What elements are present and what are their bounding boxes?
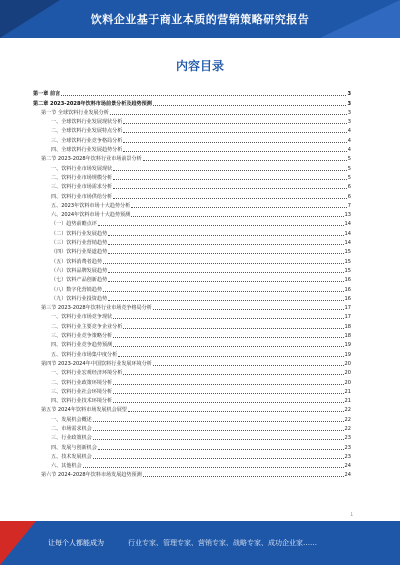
toc-entry-page: 19 [344, 342, 351, 349]
footer-slogan: 让每个人都能成为 [48, 539, 104, 547]
toc-entry-page: 17 [344, 305, 351, 312]
toc-leader-dots [108, 300, 343, 301]
toc-entry-page: 16 [344, 295, 351, 302]
toc-leader-dots [83, 467, 344, 468]
toc-entry-label: 三、行业政策机会 [51, 435, 92, 442]
toc-entry-page: 23 [344, 444, 351, 451]
toc-entry[interactable] [33, 172, 351, 181]
toc-entry[interactable] [33, 320, 351, 329]
toc-entry-page: 7 [347, 202, 351, 209]
toc-entry[interactable] [33, 404, 351, 413]
toc-entry-label: 三、全球饮料行业竞争格局分析 [51, 137, 123, 144]
toc-leader-dots [118, 356, 343, 357]
toc-leader-dots [123, 123, 346, 124]
toc-leader-dots [153, 365, 344, 366]
toc-entry[interactable] [33, 116, 351, 125]
toc-entry[interactable] [33, 209, 351, 218]
footer-red-accent [0, 521, 36, 565]
toc-entry[interactable] [33, 283, 351, 292]
toc-entry-page: 20 [344, 370, 351, 377]
toc-entry-page: 17 [344, 314, 351, 321]
toc-entry[interactable] [33, 302, 351, 311]
toc-entry[interactable] [33, 451, 351, 460]
toc-leader-dots [153, 309, 344, 310]
toc-leader-dots [93, 439, 344, 440]
toc-entry[interactable] [33, 255, 351, 264]
toc-entry-page: 4 [347, 147, 351, 154]
footer-banner [0, 521, 400, 565]
toc-entry-label: 一、饮料行业市场竞争现状 [51, 314, 113, 321]
toc-leader-dots [113, 188, 347, 189]
table-of-contents [33, 88, 351, 478]
toc-entry-label: 三、饮料行业竞争策略分析 [51, 333, 113, 340]
toc-entry[interactable] [33, 237, 351, 246]
toc-entry-label: 四、饮料行业市场供给分析 [51, 193, 113, 200]
toc-entry-label: （八）数字化营销趋势 [51, 286, 102, 293]
toc-leader-dots [131, 207, 347, 208]
toc-entry-label: （五）饮料消费者趋势 [51, 258, 102, 265]
toc-entry[interactable] [33, 200, 351, 209]
toc-entry-label: 六、其他机会 [51, 463, 82, 470]
toc-entry-page: 15 [344, 249, 351, 256]
toc-entry-page: 16 [344, 277, 351, 284]
toc-entry-page: 22 [344, 425, 351, 432]
toc-entry-page: 20 [344, 379, 351, 386]
toc-entry-label: 一、发展机会概述 [51, 416, 92, 423]
toc-leader-dots [123, 328, 343, 329]
toc-entry-page: 13 [344, 212, 351, 219]
toc-leader-dots [93, 458, 344, 459]
toc-leader-dots [113, 346, 343, 347]
toc-leader-dots [143, 160, 347, 161]
toc-entry-page: 14 [344, 230, 351, 237]
toc-leader-dots [128, 411, 344, 412]
toc-leader-dots [93, 421, 344, 422]
toc-entry-label: 五、2023年饮料市场十大趋势分析 [51, 202, 131, 209]
toc-entry-label: 四、饮料行业竞争趋势预测 [51, 342, 113, 349]
toc-entry-label: （一）趋势前瞻点评 [51, 221, 97, 228]
toc-entry-page: 5 [347, 174, 351, 181]
toc-entry-page: 4 [347, 128, 351, 135]
toc-entry[interactable] [33, 460, 351, 469]
toc-entry-page: 3 [347, 109, 351, 116]
toc-entry[interactable] [33, 218, 351, 227]
toc-leader-dots [113, 384, 343, 385]
toc-leader-dots [61, 95, 346, 96]
report-header [0, 0, 400, 38]
toc-leader-dots [123, 132, 346, 133]
toc-entry-page: 23 [344, 435, 351, 442]
toc-entry[interactable] [33, 423, 351, 432]
toc-entry-label: 一、全球饮料行业发展现状分析 [51, 119, 123, 126]
toc-entry[interactable] [33, 144, 351, 153]
toc-entry-label: 第一节 全球饮料行业发展分析 [41, 109, 109, 116]
footer-roles: 行业专家、管理专家、营销专家、战略专家、成功企业家…… [128, 539, 317, 547]
toc-entry-page: 15 [344, 267, 351, 274]
toc-entry[interactable] [33, 97, 351, 106]
toc-entry-page: 24 [344, 472, 351, 479]
toc-entry-page: 15 [344, 258, 351, 265]
toc-entry-label: （七）饮料产品创新趋势 [51, 277, 108, 284]
toc-heading: 内容目录 [175, 59, 224, 73]
toc-leader-dots [113, 337, 343, 338]
toc-entry-label: 第一章 前言 [33, 91, 61, 98]
toc-entry-label: 四、发展与创新机会 [51, 444, 97, 451]
toc-entry-label: （六）饮料品牌发展趋势 [51, 267, 108, 274]
toc-leader-dots [108, 244, 343, 245]
toc-entry-label: 第六节 2024-2028年饮料市场发展趋势预测 [41, 472, 142, 479]
toc-entry-page: 24 [344, 463, 351, 470]
toc-entry-page: 14 [344, 240, 351, 247]
toc-entry[interactable] [33, 227, 351, 236]
toc-entry[interactable] [33, 162, 351, 171]
toc-leader-dots [108, 235, 343, 236]
toc-leader-dots [123, 151, 346, 152]
toc-entry[interactable] [33, 265, 351, 274]
toc-entry[interactable] [33, 274, 351, 283]
toc-entry[interactable] [33, 432, 351, 441]
toc-entry[interactable] [33, 413, 351, 422]
toc-entry-label: 一、饮料行业市场发展现状 [51, 165, 113, 172]
toc-entry-page: 18 [344, 333, 351, 340]
toc-leader-dots [98, 225, 344, 226]
toc-entry-page: 5 [347, 165, 351, 172]
toc-entry-label: 第三节 2023-2028年饮料行业市场竞争格局分析 [41, 305, 152, 312]
toc-entry[interactable] [33, 181, 351, 190]
toc-leader-dots [113, 198, 347, 199]
toc-entry[interactable] [33, 469, 351, 478]
toc-leader-dots [110, 114, 347, 115]
toc-entry[interactable] [33, 88, 351, 97]
toc-leader-dots [98, 449, 344, 450]
toc-entry-label: 二、全球饮料行业发展特点分析 [51, 128, 123, 135]
toc-entry[interactable] [33, 358, 351, 367]
toc-leader-dots [143, 476, 344, 477]
toc-entry[interactable] [33, 339, 351, 348]
toc-entry-label: 四、饮料行业技术环境分析 [51, 398, 113, 405]
toc-leader-dots [103, 291, 344, 292]
toc-entry[interactable] [33, 386, 351, 395]
toc-leader-dots [93, 430, 344, 431]
toc-entry-label: （九）饮料行业投资趋势 [51, 295, 108, 302]
toc-entry-label: 第五节 2024年饮料市场发展机会展望 [41, 407, 127, 414]
toc-entry[interactable] [33, 107, 351, 116]
toc-entry[interactable] [33, 293, 351, 302]
toc-leader-dots [113, 170, 347, 171]
toc-entry-label: （二）饮料行业发展趋势 [51, 230, 108, 237]
toc-entry-label: 五、技术发展机会 [51, 453, 92, 460]
toc-leader-dots [113, 402, 343, 403]
toc-entry-page: 21 [344, 398, 351, 405]
toc-entry[interactable] [33, 441, 351, 450]
toc-entry-page: 14 [344, 221, 351, 228]
toc-entry-label: （四）饮料行业渠道趋势 [51, 249, 108, 256]
toc-entry-label: 第二节 2023-2028年饮料行业市场前景分析 [41, 156, 142, 163]
toc-entry-label: 三、饮料行业社会环境分析 [51, 388, 113, 395]
toc-leader-dots [153, 105, 347, 106]
toc-entry[interactable] [33, 153, 351, 162]
toc-entry-label: 第四节 2023-2024年中国饮料行业发展环境分析 [41, 360, 152, 367]
page-number: 1 [350, 512, 353, 517]
toc-entry-page: 22 [344, 407, 351, 414]
toc-entry-label: 第二章 2023-2028年饮料市场前景分析及趋势预测 [33, 100, 152, 107]
toc-entry[interactable] [33, 125, 351, 134]
toc-entry-label: 四、全球饮料行业发展趋势分析 [51, 147, 123, 154]
toc-entry-page: 18 [344, 323, 351, 330]
toc-entry-page: 3 [347, 100, 351, 107]
toc-entry[interactable] [33, 376, 351, 385]
toc-entry[interactable] [33, 190, 351, 199]
toc-entry-page: 22 [344, 416, 351, 423]
toc-entry-label: 一、饮料行业宏观经济环境分析 [51, 370, 123, 377]
toc-entry[interactable] [33, 134, 351, 143]
toc-entry-page: 6 [347, 184, 351, 191]
toc-leader-dots [113, 318, 343, 319]
toc-entry-page: 6 [347, 193, 351, 200]
toc-entry-page: 5 [347, 156, 351, 163]
toc-entry-page: 3 [347, 91, 351, 98]
toc-entry-page: 23 [344, 453, 351, 460]
toc-entry-label: 五、饮料行业市场集中度分析 [51, 351, 118, 358]
toc-entry[interactable] [33, 246, 351, 255]
toc-leader-dots [123, 142, 346, 143]
toc-leader-dots [108, 272, 343, 273]
toc-entry-label: 六、2024年饮料市场十大趋势预测 [51, 212, 131, 219]
toc-entry[interactable] [33, 367, 351, 376]
toc-entry-page: 19 [344, 351, 351, 358]
toc-entry[interactable] [33, 348, 351, 357]
toc-entry[interactable] [33, 311, 351, 320]
toc-entry-label: 二、饮料行业政策环境分析 [51, 379, 113, 386]
toc-entry-label: 二、饮料行业主要竞争企业分析 [51, 323, 123, 330]
toc-entry-label: 二、市场需求机会 [51, 425, 92, 432]
toc-entry-label: 三、饮料行业市场需求分析 [51, 184, 113, 191]
toc-entry-label: 二、饮料行业市场规模分析 [51, 174, 113, 181]
toc-entry-page: 20 [344, 360, 351, 367]
toc-leader-dots [108, 281, 343, 282]
toc-entry-page: 16 [344, 286, 351, 293]
toc-entry-page: 21 [344, 388, 351, 395]
toc-leader-dots [131, 216, 343, 217]
toc-entry[interactable] [33, 330, 351, 339]
toc-leader-dots [113, 393, 343, 394]
toc-entry[interactable] [33, 395, 351, 404]
toc-leader-dots [113, 179, 347, 180]
toc-leader-dots [123, 374, 343, 375]
toc-entry-page: 4 [347, 137, 351, 144]
report-title: 饮料企业基于商业本质的营销策略研究报告 [90, 13, 310, 26]
toc-leader-dots [108, 253, 343, 254]
toc-entry-page: 3 [347, 119, 351, 126]
toc-entry-label: （三）饮料行业营销趋势 [51, 240, 108, 247]
toc-leader-dots [103, 263, 344, 264]
